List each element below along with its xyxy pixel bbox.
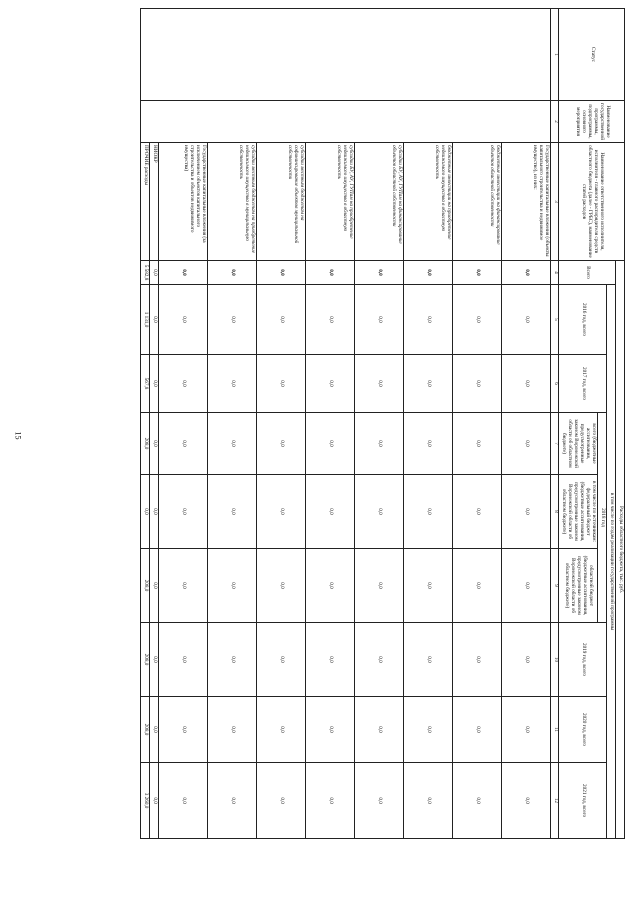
row-label: Государственные капитальные вложения (объекты капитального строительства и недвижимое имущество), из них:	[502, 143, 551, 261]
header-2020: 2020 год, всего	[559, 697, 607, 763]
total-value-cell: 0,0	[150, 623, 159, 697]
value-cell: 0,0	[306, 355, 355, 413]
value-cell: 0,0	[159, 475, 208, 549]
status-cell	[141, 9, 551, 101]
total-value-cell: 0,0	[150, 413, 159, 475]
value-cell: 0,0	[453, 413, 502, 475]
total-value-cell: 0,0	[150, 261, 159, 285]
col-num: 2	[551, 101, 559, 143]
value-cell: 0,0	[159, 413, 208, 475]
value-cell: 0,0	[404, 413, 453, 475]
value-cell: 0,0	[159, 549, 208, 623]
value-cell: 0,0	[404, 285, 453, 355]
value-cell: 0,0	[404, 355, 453, 413]
value-cell: 0,0	[257, 285, 306, 355]
value-cell: 0,0	[355, 623, 404, 697]
value-cell: 0,0	[208, 261, 257, 285]
value-cell: 0,0	[257, 623, 306, 697]
col-num: 10	[551, 623, 559, 697]
total-value-cell: 3 260,0	[141, 763, 150, 839]
value-cell: 0,0	[306, 763, 355, 839]
header-expenses-title: Расходы областного бюджета, тыс. руб.	[616, 261, 625, 839]
row-label: бюджетные инвестиции на финансирование объектов областной собственности	[453, 143, 502, 261]
value-cell: 0,0	[355, 285, 404, 355]
row-label: субсидии БУ, АУ, ГУПам на приобретение недвижимого имущества в областную собственность	[306, 143, 355, 261]
value-cell: 0,0	[306, 549, 355, 623]
col-num: 5	[551, 285, 559, 355]
value-cell: 0,0	[502, 285, 551, 355]
total-value-cell: 208,0	[141, 549, 150, 623]
value-cell: 0,0	[502, 261, 551, 285]
value-cell: 0,0	[355, 697, 404, 763]
header-executor: Наименование ответственного исполнителя, исполнителя - главного распорядителя средств областного бюджета (далее - ГРБС), наименование статей расходов	[559, 143, 625, 261]
value-cell: 0,0	[355, 413, 404, 475]
total-value-cell: 208,0	[141, 623, 150, 697]
col-num: 7	[551, 413, 559, 475]
header-2018-regional: областной бюджет (бюджетные ассигнования, предусмотренные законом Воронежской области об областном бюджете)	[559, 549, 598, 623]
header-2019: 2019 год, всего	[559, 623, 607, 697]
value-cell: 0,0	[208, 285, 257, 355]
total-value-cell: 1 131,0	[141, 285, 150, 355]
total-value-cell: 0,0	[150, 285, 159, 355]
value-cell: 0,0	[453, 475, 502, 549]
header-federal: федеральный бюджет (бюджетные ассигнования, предусмотренные законом Воронежской области об областном бюджете)	[561, 481, 592, 542]
row-label: бюджетные инвестиции на приобретение недвижимого имущества в областную собственность	[404, 143, 453, 261]
value-cell: 0,0	[159, 763, 208, 839]
total-value-cell: 0,0	[150, 549, 159, 623]
total-label: ПРОЧИЕ расходы	[141, 143, 150, 261]
value-cell: 0,0	[502, 355, 551, 413]
total-value-cell: 0,0	[150, 697, 159, 763]
value-cell: 0,0	[502, 623, 551, 697]
value-cell: 0,0	[208, 763, 257, 839]
value-cell: 0,0	[257, 413, 306, 475]
total-value-cell: 0,0	[150, 763, 159, 839]
value-cell: 0,0	[502, 413, 551, 475]
value-cell: 0,0	[404, 475, 453, 549]
col-num: 9	[551, 549, 559, 623]
expenses-table	[140, 8, 625, 839]
value-cell: 0,0	[355, 549, 404, 623]
value-cell: 0,0	[502, 475, 551, 549]
total-value-cell: 567,8	[141, 355, 150, 413]
value-cell: 0,0	[453, 697, 502, 763]
value-cell: 0,0	[453, 285, 502, 355]
table-body	[141, 9, 551, 839]
col-num: 4	[551, 261, 559, 285]
value-cell: 0,0	[208, 549, 257, 623]
value-cell: 0,0	[355, 355, 404, 413]
row-label: субсидии местным бюджетам на софинансирование объектов муниципальной собственности	[257, 143, 306, 261]
col-num: 12	[551, 763, 559, 839]
value-cell: 0,0	[257, 763, 306, 839]
value-cell: 0,0	[453, 549, 502, 623]
value-cell: 0,0	[257, 475, 306, 549]
col-num: 1	[551, 9, 559, 101]
value-cell: 0,0	[404, 261, 453, 285]
col-num: 11	[551, 697, 559, 763]
header-2017: 2017 год, всего	[559, 355, 607, 413]
col-num: 6	[551, 355, 559, 413]
row-label: Государственные капитальные вложения (за исключением объектов капитального строительства и объектов недвижимого имущества)	[159, 143, 208, 261]
value-cell: 0,0	[306, 623, 355, 697]
value-cell: 0,0	[257, 261, 306, 285]
value-cell: 0,0	[306, 475, 355, 549]
value-cell: 0,0	[159, 623, 208, 697]
value-cell: 0,0	[306, 413, 355, 475]
header-incl-title: в том числе по годам реализации государственной программы	[607, 285, 616, 839]
value-cell: 0,0	[404, 549, 453, 623]
total-value-cell: 0,0	[150, 475, 159, 549]
value-cell: 0,0	[502, 697, 551, 763]
value-cell: 0,0	[159, 261, 208, 285]
value-cell: 0,0	[306, 697, 355, 763]
value-cell: 0,0	[257, 549, 306, 623]
total-value-cell: 208,0	[141, 413, 150, 475]
total-value-cell: 208,0	[141, 697, 150, 763]
value-cell: 0,0	[208, 623, 257, 697]
rotated-table-canvas	[55, 8, 625, 838]
value-cell: 0,0	[257, 355, 306, 413]
header-incl-sources: в том числе по источникам:	[591, 481, 598, 542]
value-cell: 0,0	[208, 697, 257, 763]
program-name-cell	[141, 101, 551, 143]
value-cell: 0,0	[404, 697, 453, 763]
total-value-cell: 0,0	[150, 355, 159, 413]
value-cell: 0,0	[355, 261, 404, 285]
value-cell: 0,0	[159, 697, 208, 763]
value-cell: 0,0	[453, 261, 502, 285]
header-2018: 2018 год	[598, 413, 607, 623]
value-cell: 0,0	[208, 413, 257, 475]
column-numbers-row	[551, 9, 559, 839]
value-cell: 0,0	[404, 623, 453, 697]
value-cell: 0,0	[208, 355, 257, 413]
row-label: субсидии местным бюджетам на приобретение недвижимого имущества в муниципальную собственность	[208, 143, 257, 261]
header-2018-total: всего (бюджетные ассигнования, предусмотренные законом Воронежской области об областном бюджете)	[559, 413, 598, 475]
value-cell: 0,0	[453, 355, 502, 413]
header-2018-federal	[559, 475, 598, 549]
value-cell: 0,0	[355, 475, 404, 549]
value-cell: 0,0	[453, 623, 502, 697]
value-cell: 0,0	[257, 697, 306, 763]
value-cell: 0,0	[306, 261, 355, 285]
col-num: 3	[551, 143, 559, 261]
value-cell: 0,0	[404, 763, 453, 839]
value-cell: 0,0	[502, 549, 551, 623]
value-cell: 0,0	[453, 763, 502, 839]
page-number: 15	[13, 431, 23, 440]
row-label: субсидии БУ, АУ, ГУПам на финансирование объектов областной собственности	[355, 143, 404, 261]
header-total: Всего	[559, 261, 616, 285]
value-cell: 0,0	[306, 285, 355, 355]
total-label: НИОКР	[150, 143, 159, 261]
value-cell: 0,0	[159, 355, 208, 413]
header-program-name: Наименование государственной программы, подпрограммы, основного мероприятия	[559, 101, 625, 143]
total-value-cell: 0,0	[141, 475, 150, 549]
col-num: 8	[551, 475, 559, 549]
total-value-cell: 5 582,8	[141, 261, 150, 285]
header-2021: 2021 год, всего	[559, 763, 607, 839]
value-cell: 0,0	[502, 763, 551, 839]
value-cell: 0,0	[159, 285, 208, 355]
table-row	[502, 9, 551, 839]
header-status: Статус	[559, 9, 625, 101]
header-2016: 2016 год, всего	[559, 285, 607, 355]
value-cell: 0,0	[208, 475, 257, 549]
value-cell: 0,0	[355, 763, 404, 839]
